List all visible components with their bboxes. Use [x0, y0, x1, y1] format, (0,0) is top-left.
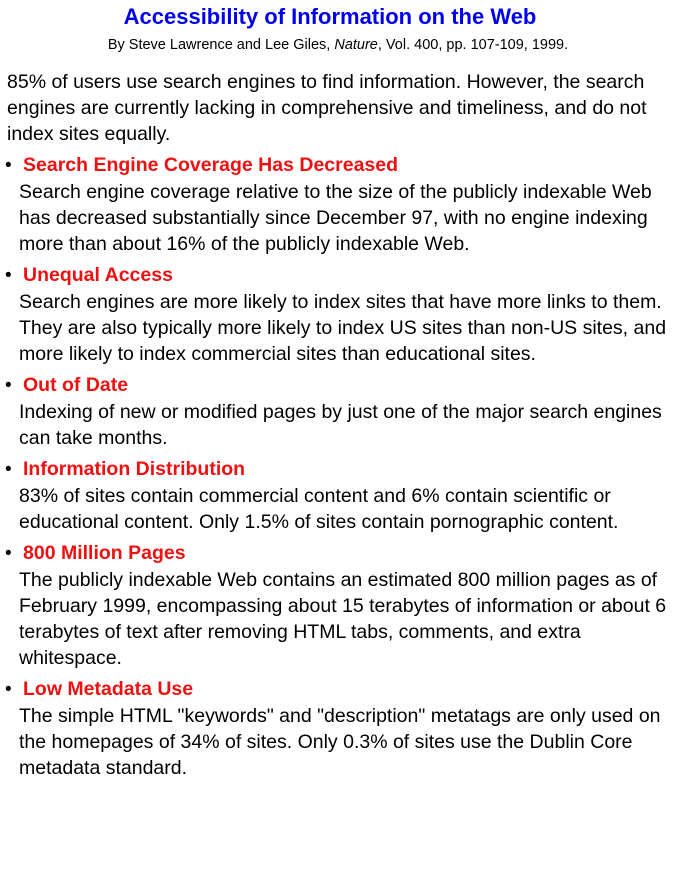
bullet-icon: •: [5, 543, 12, 564]
section-text: Search engine coverage relative to the size of the publicly indexable Web has decreased substantially since December 97, with no engine indexing more than about 16% of the publicly indexable Web.: [19, 181, 652, 255]
section-heading: Information Distribution: [23, 458, 246, 480]
section-heading: Search Engine Coverage Has Decreased: [23, 154, 399, 176]
section-low-metadata-use: [5, 676, 675, 781]
section-heading: Out of Date: [23, 374, 129, 396]
section-text: The publicly indexable Web contains an estimated 800 million pages as of February 1999, encompassing about 15 terabytes of information or about 6 terabytes of text after removing HTML tabs, comments, and extra whitespace.: [19, 569, 667, 669]
section-coverage: [5, 152, 675, 257]
bullet-icon: •: [5, 375, 12, 396]
bullet-icon: •: [5, 679, 12, 700]
section-text: Indexing of new or modified pages by just one of the major search engines can take months.: [19, 401, 662, 449]
bullet-icon: •: [5, 155, 12, 176]
section-text: The simple HTML "keywords" and "description" metatags are only used on the homepages of 34% of sites. Only 0.3% of sites use the Dublin Core metadata standard.: [19, 705, 661, 779]
section-heading: Low Metadata Use: [23, 678, 194, 700]
section-text: 83% of sites contain commercial content and 6% contain scientific or educational content. Only 1.5% of sites contain pornographic content.: [19, 485, 619, 533]
citation-authors: By Steve Lawrence and Lee Giles,: [107, 37, 335, 53]
section-out-of-date: [5, 372, 675, 451]
citation-details: , Vol. 400, pp. 107-109, 1999.: [377, 37, 569, 53]
section-heading: 800 Million Pages: [23, 542, 186, 564]
findings-list: [5, 152, 675, 786]
bullet-icon: •: [5, 459, 12, 480]
bullet-icon: •: [5, 265, 12, 286]
section-heading: Unequal Access: [23, 264, 173, 286]
section-800-million-pages: [5, 540, 675, 671]
section-text: Search engines are more likely to index sites that have more links to them. They are also typically more likely to index US sites than non-US sites, and more likely to index commercial sites than educational sites.: [19, 291, 667, 365]
citation: [0, 36, 676, 54]
citation-journal: Nature: [334, 37, 378, 53]
intro-paragraph: 85% of users use search engines to find information. However, the search engines are currently lacking in comprehensive and timeliness, and do not index sites equally.: [7, 71, 647, 145]
section-information-distribution: [5, 456, 675, 535]
page-title: Accessibility of Information on the Web: [123, 4, 537, 29]
section-unequal-access: [5, 262, 675, 367]
